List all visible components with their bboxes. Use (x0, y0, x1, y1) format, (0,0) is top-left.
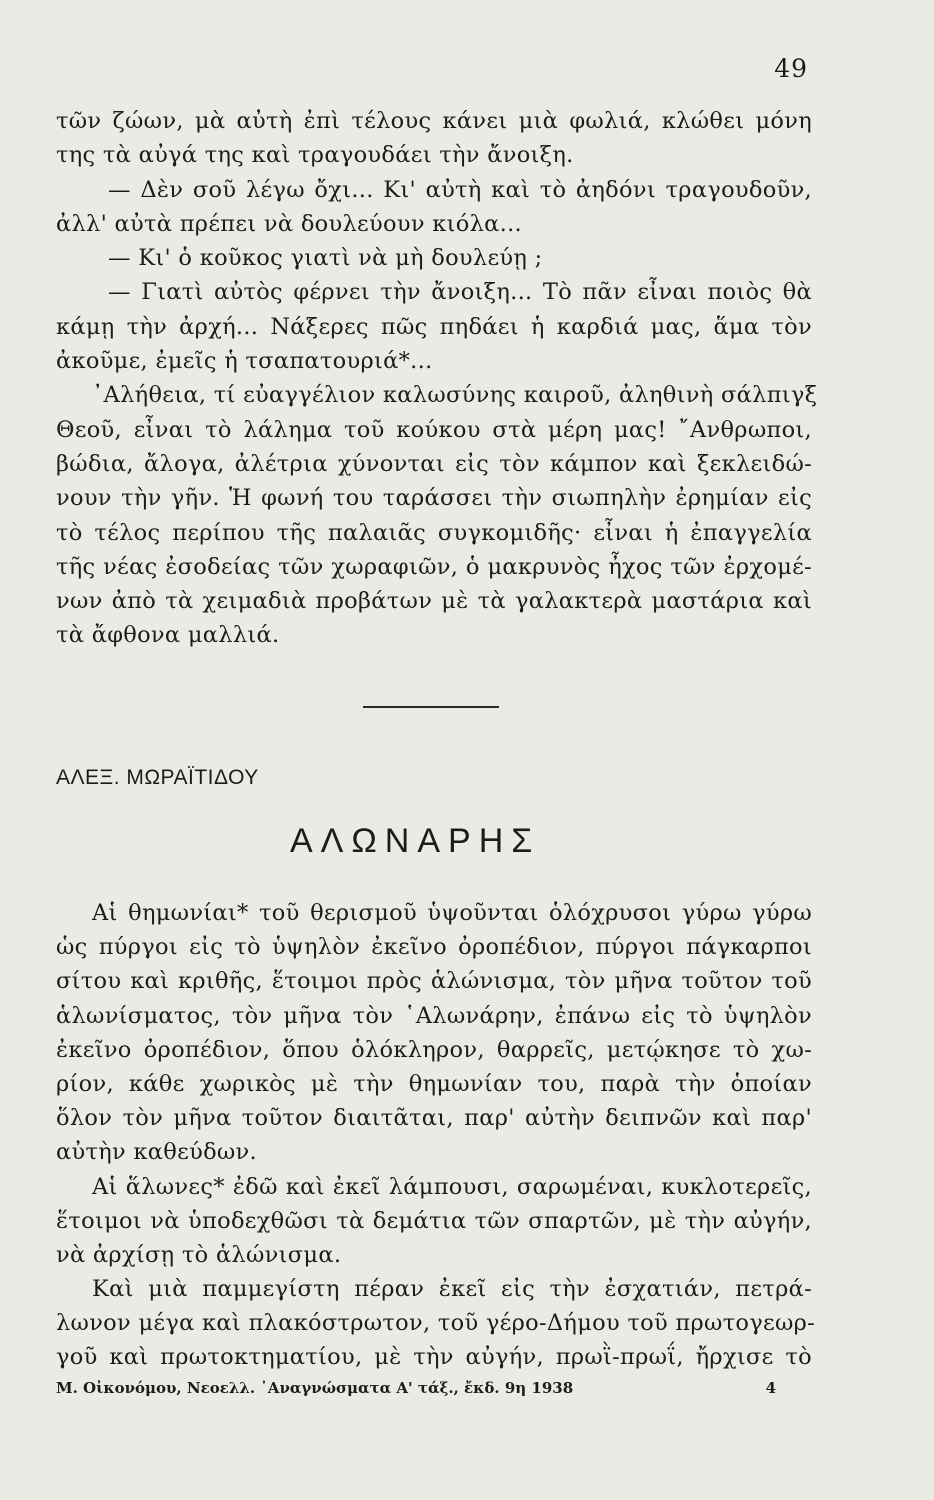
text-line: ὡς πύργοι εἰς τὸ ὑψηλὸν ἐκεῖνο ὀροπέδιον, πύργοι πάγκαρποι (56, 934, 812, 961)
text-line: γοῦ καὶ πρωτοκτηματίου, μὲ τὴν αὐγήν, πρωῒ-πρωΐ, ἤρχισε τὸ (56, 1344, 812, 1371)
text-line: τῶν ζώων, μὰ αὐτὴ ἐπὶ τέλους κάνει μιὰ φωλιά, κλώθει μόνη (56, 108, 812, 134)
text-line: κάμῃ τὴν ἀρχή... Νάξερες πῶς πηδάει ἡ καρδιά μας, ἅμα τὸν (56, 313, 812, 340)
text-line: ἀκοῦμε, ἐμεῖς ἡ τσαπατουριά*... (56, 348, 433, 375)
author-name: ΑΛΕΞ. ΜΩΡΑΪΤΙΔΟΥ (56, 766, 259, 789)
continuation-text (56, 104, 818, 653)
text-line: αὐτὴν καθεύδων. (56, 1139, 257, 1166)
text-line: Καὶ μιὰ παμμεγίστη πέραν ἐκεῖ εἰς τὴν ἐσχατιάν, πετρά- (92, 1276, 812, 1303)
text-line: ἐκεῖνο ὀροπέδιον, ὅπου ὁλόκληρον, θαρρεῖς, μετῴκησε τὸ χω- (56, 1036, 812, 1063)
page-number: 49 (774, 54, 808, 83)
text-line: νὰ ἀρχίσῃ τὸ ἁλώνισμα. (56, 1241, 342, 1268)
footer-citation (56, 1379, 776, 1397)
text-line: ὅλον τὸν μῆνα τοῦτον διαιτᾶται, παρ' αὐτὴν δειπνῶν καὶ παρ' (56, 1105, 812, 1132)
text-line: ρίον, κάθε χωρικὸς μὲ τὴν θημωνίαν του, παρὰ τὴν ὁποίαν (56, 1070, 812, 1097)
text-line: ἕτοιμοι νὰ ὑποδεχθῶσι τὰ δεμάτια τῶν σπαρτῶν, μὲ τὴν αὐγήν, (56, 1207, 812, 1234)
text-line: τῆς νέας ἐσοδείας τῶν χωραφιῶν, ὁ μακρυνὸς ἦχος τῶν ἐρχομέ- (56, 553, 812, 580)
text-line: σίτου καὶ κριθῆς, ἕτοιμοι πρὸς ἁλώνισμα, τὸν μῆνα τοῦτον τοῦ (56, 968, 812, 995)
footer-source: Μ. Οἰκονόμου, Νεοελλ. ᾿Αναγνώσματα Α' τάξ., ἔκδ. 9η 1938 (56, 1379, 574, 1397)
text-line: ᾿Αλήθεια, τί εὐαγγέλιον καλωσύνης καιροῦ, ἀληθινὴ σάλπιγξ (92, 382, 818, 409)
text-line: νουν τὴν γῆν. Ἡ φωνή του ταράσσει τὴν σιωπηλὴν ἐρημίαν εἰς (56, 485, 812, 512)
section-title: ΑΛΩΝΑΡΗΣ (290, 822, 541, 860)
text-line: — Δὲν σοῦ λέγω ὄχι... Κι' αὐτὴ καὶ τὸ ἀηδόνι τραγουδοῦν, (108, 176, 812, 203)
text-line: βώδια, ἄλογα, ἀλέτρια χύνονται εἰς τὸν κάμπον καὶ ξεκλειδώ- (56, 450, 812, 477)
section-divider (363, 706, 499, 708)
text-line: Αἱ ἅλωνες* ἐδῶ καὶ ἐκεῖ λάμπουσι, σαρωμέναι, κυκλοτερεῖς, (92, 1173, 812, 1200)
text-line: — Γιατὶ αὐτὸς φέρνει τὴν ἄνοιξη... Τὸ πᾶν εἶναι ποιὸς θὰ (108, 279, 812, 306)
text-line: της τὰ αὐγά της καὶ τραγουδάει τὴν ἄνοιξη. (56, 142, 574, 169)
text-line: Θεοῦ, εἶναι τὸ λάλημα τοῦ κούκου στὰ μέρη μας! ῎Ανθρωποι, (56, 416, 812, 443)
text-line: νων ἀπὸ τὰ χειμαδιὰ προβάτων μὲ τὰ γαλακτερὰ μαστάρια καὶ (56, 588, 812, 615)
text-line: Αἱ θημωνίαι* τοῦ θερισμοῦ ὑψοῦνται ὁλόχρυσοι γύρω γύρω (92, 900, 812, 926)
section-body-text (56, 896, 816, 1375)
text-line: ἀλλ' αὐτὰ πρέπει νὰ δουλεύουν κιόλα... (56, 210, 522, 237)
text-line: — Κι' ὁ κοῦκος γιατὶ νὰ μὴ δουλεύῃ ; (108, 245, 543, 272)
text-line: τὸ τέλος περίπου τῆς παλαιᾶς συγκομιδῆς· εἶναι ἡ ἐπαγγελία (56, 519, 812, 546)
text-line: λωνον μέγα καὶ πλακόστρωτον, τοῦ γέρο-Δήμου τοῦ πρωτογεωρ- (56, 1310, 816, 1337)
text-line: τὰ ἄφθονα μαλλιά. (56, 622, 280, 649)
text-line: ἁλωνίσματος, τὸν μῆνα τὸν ῾Αλωνάρην, ἐπάνω εἰς τὸ ὑψηλὸν (56, 1002, 812, 1029)
footer-signature-number: 4 (765, 1379, 776, 1397)
